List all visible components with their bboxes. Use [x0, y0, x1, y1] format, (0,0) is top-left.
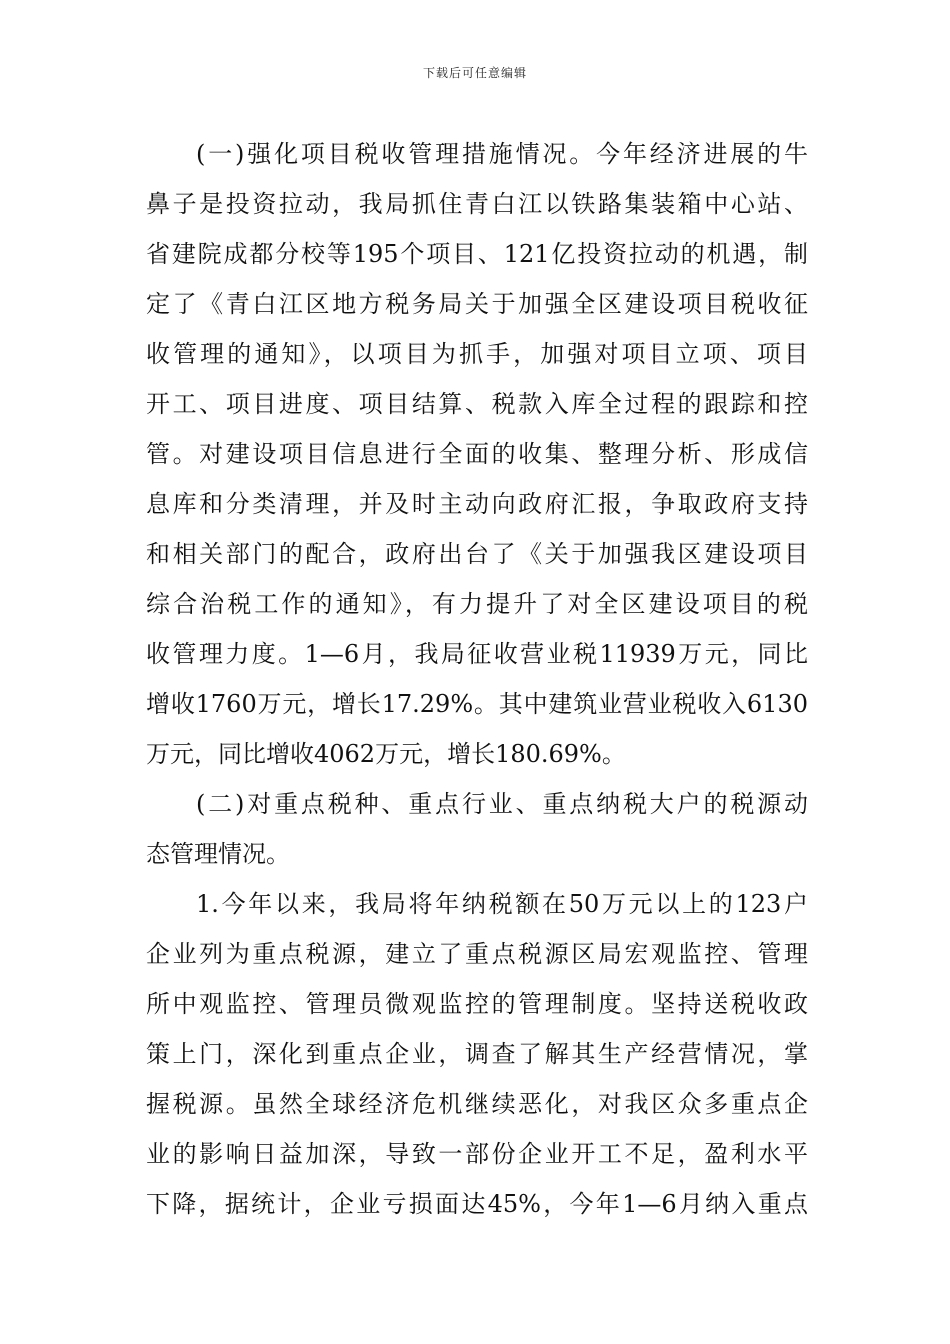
- text-line: 开工、项目进度、项目结算、税款入库全过程的跟踪和控: [146, 390, 808, 418]
- text-line: 所中观监控、管理员微观监控的管理制度。坚持送税收政: [146, 990, 808, 1018]
- text-line: 鼻子是投资拉动，我局抓住青白江以铁路集装箱中心站、: [146, 190, 808, 218]
- text-line: 和相关部门的配合，政府出台了《关于加强我区建设项目: [146, 540, 808, 568]
- page-header-note: 下载后可任意编辑: [422, 66, 527, 80]
- text-line: 省建院成都分校等195个项目、121亿投资拉动的机遇，制: [146, 240, 808, 268]
- text-line: 息库和分类清理，并及时主动向政府汇报，争取政府支持: [146, 490, 808, 518]
- text-line: 收管理力度。1—6月，我局征收营业税11939万元，同比: [146, 640, 808, 668]
- text-line: 业的影响日益加深，导致一部份企业开工不足，盈利水平: [146, 1140, 808, 1168]
- text-line: 定了《青白江区地方税务局关于加强全区建设项目税收征: [146, 290, 808, 318]
- text-line: (二)对重点税种、重点行业、重点纳税大户的税源动: [196, 790, 808, 818]
- text-line: 态管理情况。: [146, 840, 290, 868]
- paragraph-project-tax-management: [146, 129, 808, 779]
- text-line: 企业列为重点税源，建立了重点税源区局宏观监控、管理: [146, 940, 808, 968]
- text-line: 下降，据统计，企业亏损面达45%，今年1—6月纳入重点: [146, 1190, 808, 1218]
- text-line: 握税源。虽然全球经济危机继续恶化，对我区众多重点企: [146, 1090, 808, 1118]
- text-line: 收管理的通知》，以项目为抓手，加强对项目立项、项目: [146, 340, 808, 368]
- paragraph-key-tax-source-item-1: [146, 879, 808, 1229]
- text-line: 1.今年以来，我局将年纳税额在50万元以上的123户: [196, 890, 808, 918]
- text-line: (一)强化项目税收管理措施情况。今年经济进展的牛: [196, 140, 808, 168]
- text-line: 策上门，深化到重点企业，调查了解其生产经营情况，掌: [146, 1040, 808, 1068]
- text-line: 综合治税工作的通知》，有力提升了对全区建设项目的税: [146, 590, 808, 618]
- text-line: 管。对建设项目信息进行全面的收集、整理分析、形成信: [146, 440, 808, 468]
- text-line: 增收1760万元，增长17.29%。其中建筑业营业税收入6130: [146, 690, 808, 718]
- paragraph-key-tax-source-heading: [146, 779, 808, 879]
- document-body: [146, 129, 808, 1229]
- text-line: 万元，同比增收4062万元，增长180.69%。: [146, 740, 626, 768]
